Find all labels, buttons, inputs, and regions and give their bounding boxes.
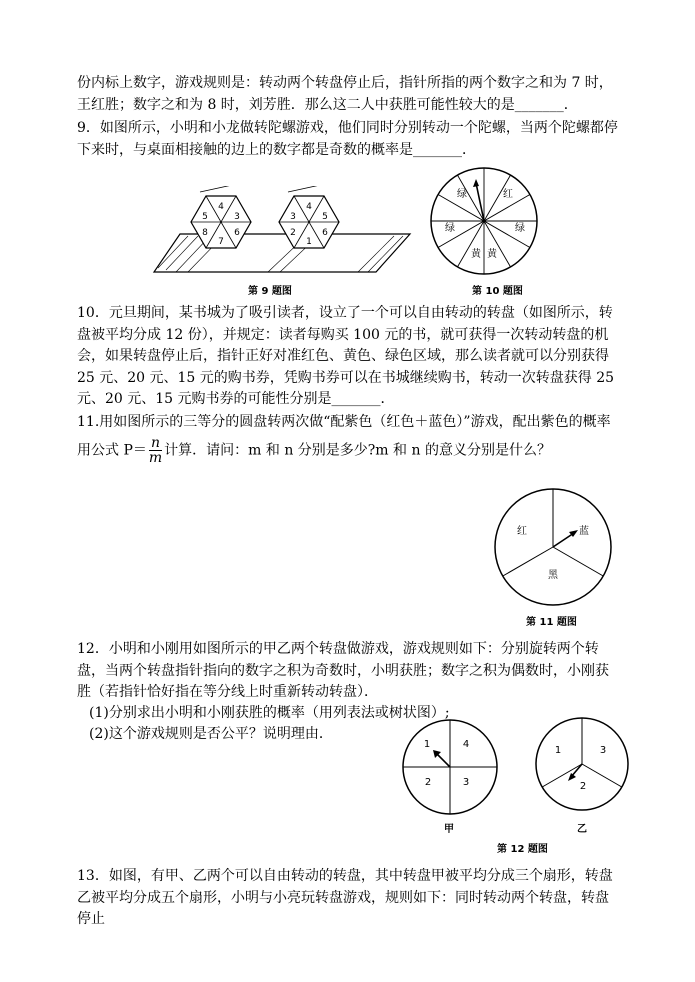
- problem-11-formula-suffix: 计算．请问：m 和 n 分别是多少?m 和 n 的意义分别是什么？: [164, 442, 551, 459]
- figure-10-caption: 第 10 题图: [472, 286, 523, 297]
- problem-10-text: 10．元旦期间，某书城为了吸引读者，设立了一个可以自由转动的转盘（如图所示，转盘被平均分成 12 份），并规定：读者每购买 100 元的书，就可获得一次转动转盘的机会，如果转盘停止后，指针正好对准红色、黄色、绿色区域，那么读者就可以分别获得 25 元、20 元、15 元的购书券，凭购书券可以在书城继续购书，转动一次转盘获得 25 元、20 元、15 元购书券的可能性分别是_______．: [77, 305, 615, 407]
- figure-12-wheel-jia: [400, 717, 500, 817]
- fig9-b-bottom-1: 2: [290, 228, 296, 238]
- figure-11-caption: 第 11 题图: [526, 617, 577, 628]
- fig9-a-top-3: 3: [234, 212, 240, 222]
- figure-11-wheel: [492, 486, 614, 608]
- fraction-denominator: m: [148, 450, 163, 466]
- fig12-yi-number-1: 1: [554, 745, 562, 756]
- fraction-numerator: n: [149, 436, 162, 451]
- problem-12-question-2: (2)这个游戏规则是否公平？说明理由．: [89, 726, 333, 742]
- fig12-yi-number-3: 3: [599, 745, 607, 756]
- fig11-label-blue: 蓝: [579, 526, 589, 537]
- fig9-b-top-1: 4: [306, 202, 312, 212]
- fig12-jia-number-3: 3: [462, 777, 470, 788]
- fig11-label-black: 黑: [548, 570, 558, 581]
- fig9-b-top-3: 5: [322, 212, 328, 222]
- problem-11-line-2: [77, 436, 622, 465]
- problem-12-text: 12．小明和小刚用如图所示的甲乙两个转盘做游戏，游戏规则如下：分别旋转两个转盘，当两个转盘指针指向的数字之积为奇数时，小明获胜；数字之积为偶数时，小刚获胜（若指针恰好指在等分线上时重新转动转盘）．: [77, 641, 609, 700]
- fig10-label-green-top-left: 绿: [457, 189, 467, 200]
- figure-12-label-jia: 甲: [444, 824, 454, 835]
- fig12-jia-number-1: 1: [423, 739, 431, 750]
- problem-9-text: 9．如图所示，小明和小龙做转陀螺游戏，他们同时分别转动一个陀螺，当两个陀螺都停下来时，与桌面相接触的边上的数字都是奇数的概率是_______．: [77, 120, 618, 158]
- fig9-a-top-2: 5: [202, 212, 208, 222]
- fig10-label-red: 红: [503, 189, 513, 200]
- formula-fraction: [149, 436, 162, 465]
- fig12-jia-number-2: 2: [424, 777, 432, 788]
- figure-12-wheel-yi: [533, 715, 631, 813]
- figure-12-label-yi: 乙: [577, 824, 587, 835]
- fig9-a-bottom-1: 8: [202, 228, 208, 238]
- problem-13-text: 13．如图，有甲、乙两个可以自由转动的转盘，其中转盘甲被平均分成三个扇形，转盘乙被平均分成五个扇形，小明与小亮玩转盘游戏，规则如下：同时转动两个转盘，转盘停止: [77, 868, 613, 927]
- fig9-b-top-2: 3: [290, 212, 296, 222]
- fig10-label-yellow-1: 黄: [471, 249, 481, 260]
- fig9-a-bottom-3: 6: [234, 228, 240, 238]
- problem-11-formula-prefix: 用公式 P＝: [77, 442, 147, 459]
- problem-12-question-1: (1)分别求出小明和小刚获胜的概率（用列表法或树状图）;: [89, 705, 450, 721]
- fig10-label-yellow-2: 黄: [487, 249, 497, 260]
- fig10-label-green-right: 绿: [515, 223, 525, 234]
- problem-11-line-1: 11.用如图所示的三等分的圆盘转两次做“配紫色（红色＋蓝色）”游戏，配出紫色的概率: [77, 414, 611, 430]
- fig12-jia-number-4: 4: [462, 739, 470, 750]
- figure-9-caption: 第 9 题图: [248, 286, 292, 297]
- fig10-label-green-left: 绿: [445, 223, 455, 234]
- fig9-a-bottom-2: 7: [218, 237, 224, 247]
- figure-10-wheel: [428, 165, 540, 277]
- figure-12-caption: 第 12 题图: [497, 844, 548, 855]
- fig11-label-red: 红: [517, 526, 527, 537]
- fig9-a-top-1: 4: [218, 202, 224, 212]
- fig9-b-bottom-2: 1: [306, 237, 312, 247]
- fig9-b-bottom-3: 6: [322, 228, 328, 238]
- fig12-yi-number-2: 2: [579, 781, 587, 792]
- problem-8-continuation: 份内标上数字，游戏规则是：转动两个转盘停止后，指针所指的两个数字之和为 7 时，王红胜；数字之和为 8 时，刘芳胜．那么这二人中获胜可能性较大的是_______．: [77, 75, 613, 113]
